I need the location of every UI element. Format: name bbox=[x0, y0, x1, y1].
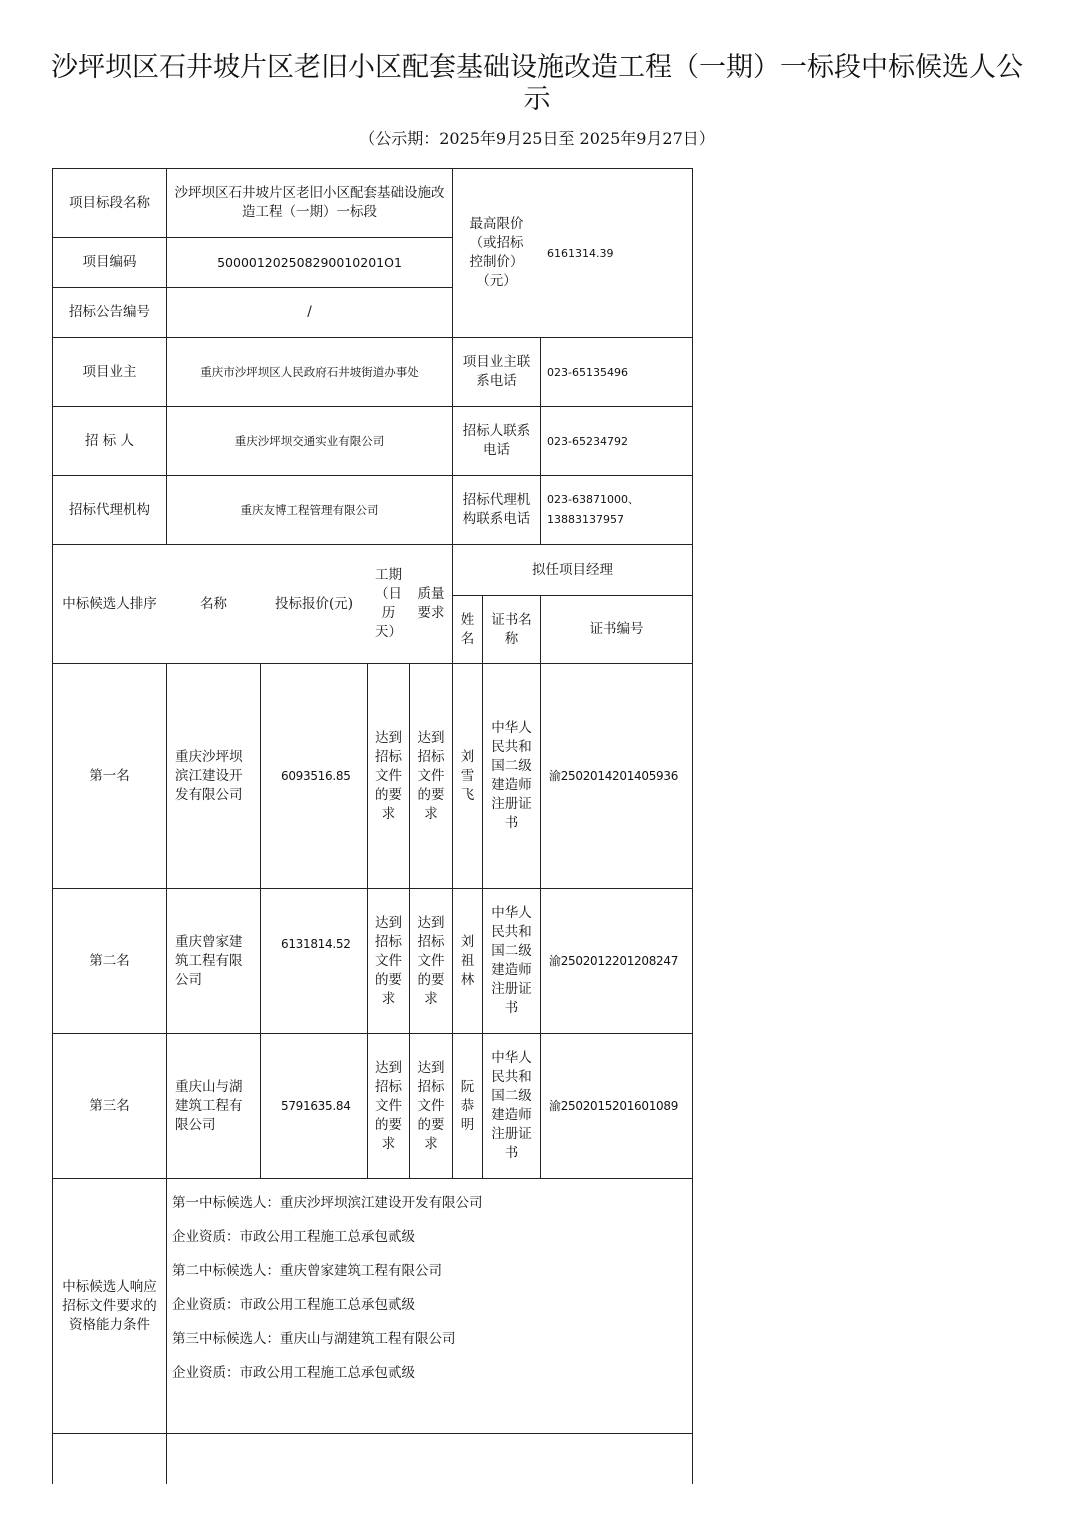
candidate-bid: 6093516.85 bbox=[281, 768, 351, 783]
candidate-rank: 第一名 bbox=[89, 767, 130, 784]
project-code-label: 项目编码 bbox=[82, 254, 137, 270]
header-period: 工期（日历天） bbox=[375, 567, 402, 640]
candidate-name: 重庆沙坪坝滨江建设开发有限公司 bbox=[175, 748, 243, 803]
tenderer-phone-label: 招标人联系电话 bbox=[462, 423, 531, 458]
header-cert-no: 证书编号 bbox=[589, 621, 644, 637]
header-bid: 投标报价(元) bbox=[274, 595, 354, 612]
notice-number-label: 招标公告编号 bbox=[69, 304, 150, 320]
qualification-line: 第一中标候选人：重庆沙坪坝滨江建设开发有限公司 bbox=[172, 1195, 483, 1211]
tenderer-value: 重庆沙坪坝交通实业有限公司 bbox=[234, 433, 385, 448]
candidate-rank: 第二名 bbox=[89, 952, 130, 969]
candidate-name: 重庆山与湖建筑工程有限公司 bbox=[175, 1078, 243, 1133]
owner-value: 重庆市沙坪坝区人民政府石井坡街道办事处 bbox=[200, 364, 419, 379]
owner-label: 项目业主 bbox=[82, 363, 137, 380]
candidate-bid: 5791635.84 bbox=[281, 1098, 351, 1113]
candidate-bid: 6131814.52 bbox=[281, 936, 351, 951]
candidate-cert-no: 渝2502014201405936 bbox=[549, 768, 679, 783]
header-cert-name: 证书名称 bbox=[491, 611, 532, 647]
candidate-cert-no: 渝2502012201208247 bbox=[549, 953, 679, 968]
candidate-period: 达到招标文件的要求 bbox=[375, 729, 402, 822]
candidate-quality: 达到招标文件的要求 bbox=[417, 729, 445, 822]
qualification-line: 第三中标候选人：重庆山与湖建筑工程有限公司 bbox=[172, 1331, 456, 1347]
notice-number-value: / bbox=[307, 304, 312, 320]
header-manager: 拟任项目经理 bbox=[532, 561, 613, 578]
candidate-table bbox=[52, 168, 693, 1484]
qualification-line: 企业资质：市政公用工程施工总承包贰级 bbox=[172, 1229, 415, 1245]
qualification-content bbox=[172, 1186, 692, 1390]
candidate-name: 重庆曾家建筑工程有限公司 bbox=[175, 933, 243, 988]
candidate-period: 达到招标文件的要求 bbox=[375, 1059, 402, 1152]
tenderer-label: 招 标 人 bbox=[84, 432, 135, 449]
candidate-cert-name: 中华人民共和国二级建造师注册证书 bbox=[491, 1050, 532, 1161]
qualification-line: 企业资质：市政公用工程施工总承包贰级 bbox=[172, 1297, 415, 1313]
qualification-line: 第二中标候选人：重庆曾家建筑工程有限公司 bbox=[172, 1263, 442, 1279]
candidate-cert-no: 渝2502015201601089 bbox=[549, 1098, 679, 1113]
candidate-manager: 阮恭明 bbox=[460, 1078, 475, 1133]
header-quality: 质量要求 bbox=[417, 586, 445, 621]
agency-label: 招标代理机构 bbox=[69, 501, 150, 518]
agency-value: 重庆友博工程管理有限公司 bbox=[240, 502, 379, 517]
candidate-quality: 达到招标文件的要求 bbox=[417, 914, 445, 1007]
owner-phone-value: 023-65135496 bbox=[547, 365, 628, 379]
header-person-name: 姓名 bbox=[460, 611, 475, 647]
section-name-label: 项目标段名称 bbox=[69, 194, 150, 211]
max-price-label: 最高限价（或招标控制价）（元） bbox=[469, 216, 524, 289]
candidate-manager: 刘雪飞 bbox=[460, 748, 475, 803]
header-name: 名称 bbox=[200, 595, 227, 612]
header-rank: 中标候选人排序 bbox=[62, 595, 157, 612]
candidate-rank: 第三名 bbox=[89, 1097, 130, 1114]
candidate-quality: 达到招标文件的要求 bbox=[417, 1059, 445, 1152]
tenderer-phone-value: 023-65234792 bbox=[547, 434, 628, 448]
section-name-value: 沙坪坝区石井坡片区老旧小区配套基础设施改造工程（一期）一标段 bbox=[174, 185, 445, 220]
page-title: 沙坪坝区石井坡片区老旧小区配套基础设施改造工程（一期）一标段中标候选人公示 bbox=[51, 52, 1023, 115]
candidate-cert-name: 中华人民共和国二级建造师注册证书 bbox=[491, 720, 532, 831]
max-price-value: 6161314.39 bbox=[547, 246, 614, 260]
project-code-value: 500001202508290010201O1 bbox=[217, 255, 402, 270]
agency-phone-value: 023-63871000、13883137957 bbox=[547, 493, 639, 526]
agency-phone-label: 招标代理机构联系电话 bbox=[462, 492, 531, 527]
owner-phone-label: 项目业主联系电话 bbox=[462, 354, 531, 389]
candidate-manager: 刘祖林 bbox=[460, 933, 475, 988]
qualification-label: 中标候选人响应招标文件要求的资格能力条件 bbox=[62, 1278, 157, 1333]
candidate-period: 达到招标文件的要求 bbox=[375, 914, 402, 1007]
qualification-line: 企业资质：市政公用工程施工总承包贰级 bbox=[172, 1365, 415, 1381]
candidate-cert-name: 中华人民共和国二级建造师注册证书 bbox=[491, 905, 532, 1016]
publicity-period: （公示期：2025年9月25日至 2025年9月27日） bbox=[359, 129, 715, 148]
